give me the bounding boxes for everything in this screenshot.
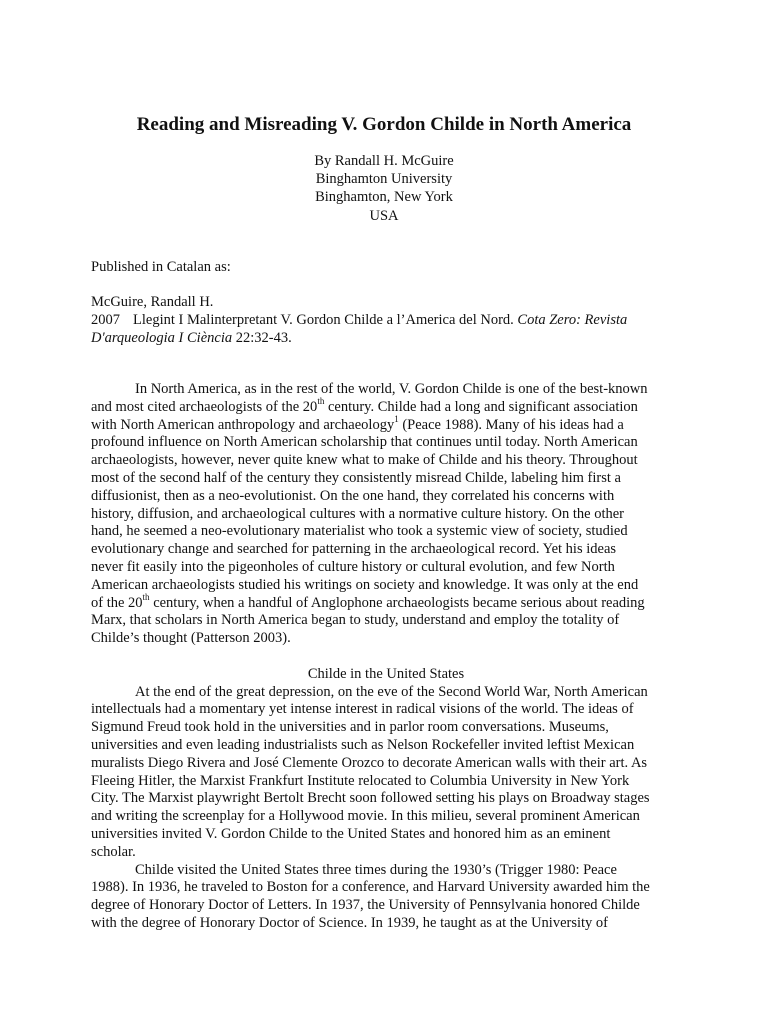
section-heading: Childe in the United States xyxy=(307,665,465,682)
text-line xyxy=(91,591,681,613)
text-span: and most cited archaeologists of the 20 xyxy=(91,398,318,415)
text-line: hand, he seemed a neo-evolutionary materialist who took a systemic view of society, studied xyxy=(91,523,628,540)
text-span: of the 20 xyxy=(91,594,143,611)
text-line: Childe’s thought (Patterson 2003). xyxy=(91,630,291,647)
citation-pages: 22:32-43. xyxy=(235,330,292,346)
text-line: diffusionist, then as a neo-evolutionist. On the one hand, they correlated his concerns with xyxy=(91,487,615,504)
document-title: Reading and Misreading V. Gordon Childe in North America xyxy=(136,114,632,135)
author-country: USA xyxy=(369,207,399,224)
text-line: scholar. xyxy=(91,843,136,860)
citation-reference xyxy=(91,311,681,329)
body-text xyxy=(91,381,681,933)
citation-journal-1: Cota Zero: Revista xyxy=(517,312,628,328)
citation-journal-2: D'arqueologia I Ciència xyxy=(91,330,233,346)
text-line: In North America, as in the rest of the world, V. Gordon Childe is one of the best-known xyxy=(135,381,648,397)
text-line xyxy=(91,413,681,435)
footnote-marker: 1 xyxy=(394,413,399,424)
text-line: Childe visited the United States three times during the 1930’s (Trigger 1980: Peace xyxy=(135,861,617,878)
author-city: Binghamton, New York xyxy=(315,189,453,206)
text-line: with the degree of Honorary Doctor of Science. In 1939, he taught as at the University of xyxy=(91,914,609,931)
text-line: 1988). In 1936, he traveled to Boston for a conference, and Harvard University awarded him the xyxy=(91,879,650,896)
superscript: th xyxy=(142,591,150,602)
author-institution: Binghamton University xyxy=(315,171,453,188)
citation-block xyxy=(91,293,681,347)
text-line: archaeologists, however, never quite knew what to make of Childe and his theory. Throughout xyxy=(91,452,638,469)
text-line: profound influence on North American scholarship that continues until today. North American xyxy=(91,434,638,451)
text-line: City. The Marxist playwright Bertolt Brecht soon followed setting his plays on Broadway stages xyxy=(91,790,650,807)
paragraph-intro xyxy=(91,381,681,648)
citation-reference-cont xyxy=(91,329,681,347)
text-line: evolutionary change and searched for patterning in the archaeological record. Yet his ideas xyxy=(91,541,617,558)
text-line: At the end of the great depression, on the eve of the Second World War, North American xyxy=(135,683,648,700)
text-line: most of the second half of the century they consistently misread Childe, labeling him first a xyxy=(91,469,621,486)
text-line: universities invited V. Gordon Childe to the United States and honored him as an eminent xyxy=(91,825,611,842)
text-line: Sigmund Freud took hold in the universities and in parlor room conversations. Museums, xyxy=(91,719,609,736)
text-span: with North American anthropology and archaeology xyxy=(91,416,395,433)
text-span: century, when a handful of Anglophone archaeologists became serious about reading xyxy=(149,594,645,611)
superscript: th xyxy=(317,395,325,406)
text-line: never fit easily into the pigeonholes of culture history or cultural evolution, and few North xyxy=(91,558,615,575)
text-line xyxy=(91,395,681,417)
text-line: universities and even leading industrialists such as Nelson Rockefeller invited leftist Mexican xyxy=(91,736,635,753)
text-line: American archaeologists studied his writings on society and knowledge. It was only at the end xyxy=(91,576,639,593)
text-line: history, diffusion, and archaeological cultures with a normative culture history. On the other xyxy=(91,505,624,522)
citation-title: Llegint I Malinterpretant V. Gordon Childe a l’America del Nord. xyxy=(133,312,514,328)
author-byline: By Randall H. McGuire xyxy=(314,153,454,169)
text-line: and writing the screenplay for a Hollywood movie. In this milieu, several prominent American xyxy=(91,808,640,825)
citation-year: 2007 xyxy=(91,312,120,328)
paragraph-united-states xyxy=(91,684,681,862)
published-note: Published in Catalan as: xyxy=(91,259,231,275)
citation-author: McGuire, Randall H. xyxy=(91,294,214,310)
author-block xyxy=(0,152,768,225)
text-line: intellectuals had a momentary yet intense interest in radical visions of the world. The ideas of xyxy=(91,701,634,718)
text-line: muralists Diego Rivera and José Clemente Orozco to decorate American walls with their art. As xyxy=(91,754,648,771)
text-line: degree of Honorary Doctor of Letters. In 1937, the University of Pennsylvania honored Childe xyxy=(91,897,640,914)
text-line: Fleeing Hitler, the Marxist Frankfurt Institute relocated to Columbia University in New York xyxy=(91,772,630,789)
text-span: century. Childe had a long and significant association xyxy=(324,398,638,415)
text-span: (Peace 1988). Many of his ideas had a xyxy=(398,416,624,433)
paragraph-visits xyxy=(91,862,681,933)
text-line: Marx, that scholars in North America began to study, understand and employ the totality of xyxy=(91,612,620,629)
